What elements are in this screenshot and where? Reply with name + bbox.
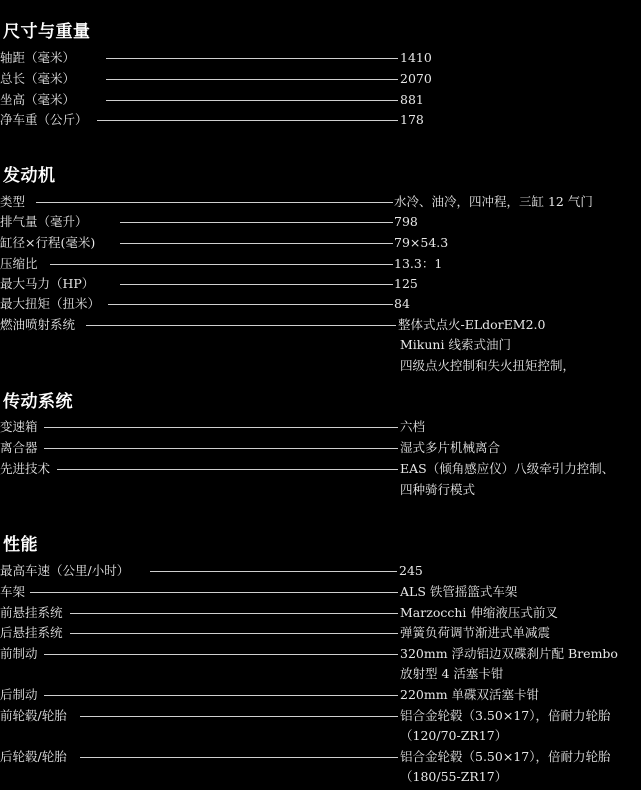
leader-line bbox=[86, 325, 396, 326]
spec-row-rear-wheel-tire bbox=[0, 747, 641, 767]
spec-value: 79×54.3 bbox=[394, 235, 449, 250]
spec-label: 变速箱 bbox=[0, 419, 38, 434]
spec-value: EAS（倾角感应仪）八级牵引力控制、 bbox=[400, 461, 615, 476]
spec-row-advanced-tech bbox=[0, 459, 641, 479]
spec-value-continued: 四级点火控制和失火扭矩控制， bbox=[400, 358, 576, 373]
spec-row-gearbox bbox=[0, 417, 641, 437]
leader-line bbox=[120, 243, 393, 244]
spec-row-wheelbase bbox=[0, 48, 641, 68]
spec-value: 整体式点火-ELdorEM2.0 bbox=[398, 317, 546, 332]
spec-row-fuel-injection bbox=[0, 315, 641, 335]
section-title-engine: 发动机 bbox=[3, 166, 56, 186]
spec-value: 铝合金轮毂（3.50×17），倍耐力轮胎 bbox=[400, 708, 611, 723]
spec-value: 320mm 浮动铝边双碟刹片配 Brembo bbox=[400, 646, 618, 661]
spec-value: 881 bbox=[400, 92, 424, 107]
section-title-transmission: 传动系统 bbox=[3, 392, 73, 412]
spec-value: 弹簧负荷调节渐进式单减震 bbox=[400, 625, 551, 640]
spec-label: 前悬挂系统 bbox=[0, 605, 63, 620]
spec-row-displacement bbox=[0, 212, 641, 232]
spec-value-continued: Mikuni 线索式油门 bbox=[400, 337, 511, 352]
leader-line bbox=[57, 469, 398, 470]
spec-value: 铝合金轮毂（5.50×17），倍耐力轮胎 bbox=[400, 749, 611, 764]
spec-value-continued: 放射型 4 活塞卡钳 bbox=[400, 666, 504, 681]
spec-label: 最大扭矩（扭米） bbox=[0, 296, 101, 311]
spec-label: 净车重（公斤） bbox=[0, 112, 88, 127]
spec-row-dry-weight bbox=[0, 110, 641, 130]
leader-line bbox=[44, 448, 398, 449]
spec-label: 最大马力（HP） bbox=[0, 276, 95, 291]
spec-row-rear-brake bbox=[0, 685, 641, 705]
spec-label: 类型 bbox=[0, 194, 26, 209]
spec-value: 84 bbox=[394, 296, 410, 311]
spec-row-front-wheel-tire bbox=[0, 706, 641, 726]
spec-row-front-brake bbox=[0, 644, 641, 664]
spec-label: 先进技术 bbox=[0, 461, 51, 476]
leader-line bbox=[120, 222, 393, 223]
leader-line bbox=[50, 264, 393, 265]
spec-row-front-suspension bbox=[0, 603, 641, 623]
spec-value: 245 bbox=[399, 563, 423, 578]
spec-label: 缸径×行程(毫米) bbox=[0, 235, 96, 250]
spec-value: Marzocchi 伸缩液压式前叉 bbox=[400, 605, 558, 620]
spec-value: 1410 bbox=[400, 50, 432, 65]
leader-line bbox=[97, 120, 398, 121]
spec-value: 水冷、油冷，四冲程，三缸 12 气门 bbox=[394, 194, 593, 209]
spec-label: 前轮毂/轮胎 bbox=[0, 708, 67, 723]
leader-line bbox=[30, 592, 398, 593]
leader-line bbox=[80, 757, 398, 758]
spec-value: 2070 bbox=[400, 71, 432, 86]
section-title-dimensions: 尺寸与重量 bbox=[3, 22, 91, 42]
spec-row-engine-type bbox=[0, 192, 641, 212]
spec-value: 178 bbox=[400, 112, 424, 127]
spec-label: 总长（毫米） bbox=[0, 71, 76, 86]
spec-label: 前制动 bbox=[0, 646, 38, 661]
spec-label: 车架 bbox=[0, 584, 26, 599]
spec-label: 后制动 bbox=[0, 687, 38, 702]
spec-row-seat-height bbox=[0, 90, 641, 110]
spec-row-top-speed bbox=[0, 561, 641, 581]
spec-row-compression bbox=[0, 254, 641, 274]
leader-line bbox=[106, 58, 398, 59]
leader-line bbox=[36, 202, 393, 203]
leader-line bbox=[70, 633, 398, 634]
spec-label: 燃油喷射系统 bbox=[0, 317, 76, 332]
leader-line bbox=[120, 284, 393, 285]
leader-line bbox=[44, 427, 398, 428]
section-title-performance: 性能 bbox=[3, 535, 38, 555]
spec-value-continued: （120/70-ZR17） bbox=[400, 728, 508, 743]
spec-value-continued: 四种骑行模式 bbox=[400, 482, 476, 497]
spec-row-bore-stroke bbox=[0, 233, 641, 253]
leader-line bbox=[70, 613, 398, 614]
leader-line bbox=[106, 79, 398, 80]
leader-line bbox=[106, 100, 398, 101]
spec-row-length bbox=[0, 69, 641, 89]
spec-label: 最高车速（公里/小时） bbox=[0, 563, 130, 578]
spec-label: 后悬挂系统 bbox=[0, 625, 63, 640]
spec-value-continued: （180/55-ZR17） bbox=[400, 769, 508, 784]
spec-label: 压缩比 bbox=[0, 256, 38, 271]
spec-label: 轴距（毫米） bbox=[0, 50, 76, 65]
spec-label: 离合器 bbox=[0, 440, 38, 455]
spec-value: 13.3：1 bbox=[394, 256, 443, 271]
spec-value: ALS 铁管摇篮式车架 bbox=[400, 584, 518, 599]
spec-value: 125 bbox=[394, 276, 418, 291]
leader-line bbox=[44, 654, 398, 655]
spec-value: 798 bbox=[394, 214, 418, 229]
spec-value: 湿式多片机械离合 bbox=[400, 440, 501, 455]
leader-line bbox=[108, 304, 393, 305]
spec-row-clutch bbox=[0, 438, 641, 458]
leader-line bbox=[150, 571, 397, 572]
leader-line bbox=[80, 716, 398, 717]
spec-label: 坐高（毫米） bbox=[0, 92, 76, 107]
spec-row-rear-suspension bbox=[0, 623, 641, 643]
leader-line bbox=[44, 695, 398, 696]
spec-label: 后轮毂/轮胎 bbox=[0, 749, 67, 764]
spec-row-frame bbox=[0, 582, 641, 602]
spec-row-max-torque bbox=[0, 294, 641, 314]
spec-label: 排气量（毫升） bbox=[0, 214, 88, 229]
spec-value: 220mm 单碟双活塞卡钳 bbox=[400, 687, 540, 702]
spec-value: 六档 bbox=[400, 419, 426, 434]
spec-row-max-power bbox=[0, 274, 641, 294]
